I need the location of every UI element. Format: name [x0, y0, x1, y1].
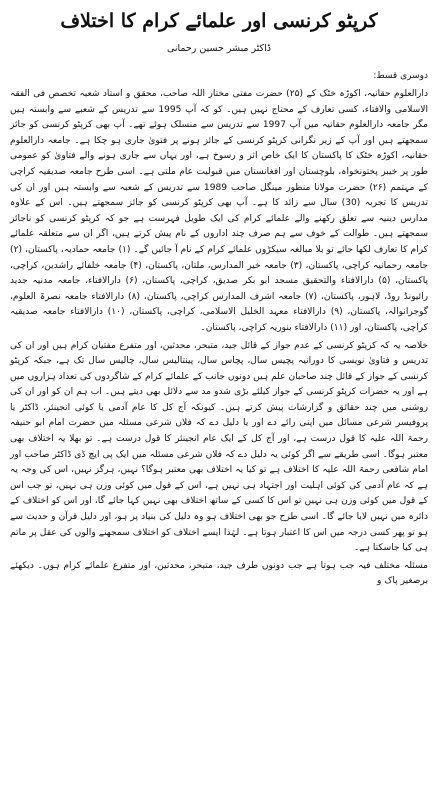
author-byline: ڈاکٹر مبشر حسین رحمانی: [166, 43, 272, 54]
article-title: کرپٹو کرنسی اور علمائے کرام کا اختلاف: [60, 10, 378, 32]
episode-label: دوسری قسط:: [373, 71, 428, 81]
body-paragraph-2: خلاصہ یہ کہ کرپٹو کرنسی کے عدم جواز کے قائل جید، متبحر، محدثین، اور متفرع مفتیان کرام ہیں اور ان کی تدریس و فتاویٰ نویسی کا دورانیہ پچیس سال، پچاس سال، پینتالیس سال، چالیس سال تک ہے، جبکہ کرپٹو کرنسی کے جواز کے قائل چند صاحبان علم ہیں دونوں جانب کے علمائے کرام کے شاگردوں کی تعداد ہزاروں میں ہے اور یہ حضرات کرپٹو کرنسی کے جواز کیلئے بڑی شدو مد سے دلائل بھی دیتے ہیں۔ اب ہم ان کو اور ان کی روشنی میں چند حقائق و گزارشات پیش کرتے ہیں۔ کیونکہ آج کل کا عام آدمی یا کوئی انجینئر، ڈاکٹر یا پروفیسر شرعی مسائل میں اپنی رائے دے اور یا دلیل دے کہ فلاں شرعی مسئلہ میں حضرت امام ابو حنیفہ رحمۃ اللہ علیہ کا قول درست ہے، اور آج کل کے ایک عام انجینئر کا قول درست ہے۔ تو بھلا یہ اختلاف بھی معتبر ہوگا۔ اسی طریقے سے اگر کوئی یہ دلیل دے کہ فلاں شرعی مسئلہ میں ایک پی ایچ ڈی ڈاکٹر صاحب اور امام شافعی رحمۃ اللہ علیہ کا اختلاف ہے تو کیا یہ اختلاف بھی معتبر ہوگا؟ نہیں، ہرگز نہیں، اس کی وجہ یہ ہے کہ عام آدمی کی کوئی اہلیت اور اجتہاد ہی نہیں ہے، اس کے قول میں کوئی وزن ہی نہیں، تو جب اس کے قول میں کوئی وزن ہی نہیں تو اس کا کسی کے ساتھ اختلاف بھی نہیں کہا جائے گا، اور اس کو اختلاف کے دائرہ میں نہیں لایا جائے گا۔ اسی طرح جو بھی اختلاف ہو وہ دلیل کی بنیاد پر ہو، اور دلیل قرآن و حدیث سے ہو تو پھر کسی درجہ میں اس کا اعتبار ہوتا ہے۔ لہٰذا ایسے اختلاف کو اختلاف سمجھنے والوں کی عقل پر ماتم ہی کیا جاسکتا ہے۔: [10, 340, 428, 554]
body-paragraph-3: مسئلہ مختلف فیہ جب ہوتا ہے جب دونوں طرف جید، متبحر، محدثین، اور متفرع علمائے کرام ہوں۔ دیکھئے برصغیر پاک و: [10, 560, 428, 587]
body-paragraph-1: دارالعلوم حقانیہ، اکوڑہ خٹک کے (۲۵) حضرت مفتی مختار اللہ صاحب، محقق و استاد شعبہ تخصص فی الفقہ الاسلامی والافتاء، کسی تعارف کے محتاج نہیں ہیں۔ کو کہ آپ 1995 سے تدریس کے شعبے سے وابستہ ہیں مگر جامعہ دارالعلوم حقانیہ میں آپ 1997 سے تدریس سے منسلک ہوئے تھے۔ آپ بھی کرپٹو کرنسی کو جائز سمجھتے ہیں اور آپ کے زیر نگرانی کرپٹو کرنسی کے جائز ہونے پر فتویٰ جاری ہو چکا ہے۔ جامعہ دارالعلوم حقانیہ، اکوڑہ خٹک کا پاکستان کا ایک خاص اثر و رسوخ ہے، اور یہاں سے جاری ہونے والے فتاویٰ کو عمومی طور پر خیبر پختونخواہ، بلوچستان اور افغانستان میں قبولیت عام ملتی ہے۔ اسی طرح جامعہ صدیقیہ کراچی کے مہتمم (۲۶) حضرت مولانا منظور مینگل صاحب 1989 سے تدریس کے شعبہ سے وابستہ ہیں اور ان کی تدریس کا تجربہ (30) سال سے زائد کا ہے۔ آپ بھی کرپٹو کرنسی کو جائز سمجھتے ہیں۔ اس کے علاوہ مدارس دینیہ سے تعلق رکھنے والے علمائے کرام کی ایک طویل فہرست ہے جو کہ کرپٹو کرنسی کو ناجائز سمجھتے ہیں۔ طوالت کے خوف سے ہم صرف چند اداروں کے نام پیش کرتے ہیں، اگر ان سے متعلقہ علمائے کرام کا تعارف لکھا جائے تو بلا مبالغہ سیکڑوں علمائے کرام کے نام آ جائیں گے۔ (۱) جامعہ حمادیہ، پاکستان، (۲) جامعہ رحمانیہ کراچی، پاکستان، (۳) جامعہ خیر المدارس، ملتان، پاکستان، (۴) جامعہ خلفائے راشدین، کراچی، پاکستان، (۵) دارالافتاء والتحقیق مسجد ابو بکر صدیق، کراچی، پاکستان، (۶) دارالافتاء، جامعہ مدنیہ جدید رائیونڈ روڈ، لاہور، پاکستان، (۷) جامعہ اشرف المدارس کراچی، پاکستان، (۸) دارالافتاء جامعہ نصرۃ العلوم، گوجرانوالہ، پاکستان، (۹) دارالافتاء معہد الخلیل الاسلامی، کراچی، پاکستان، (۱۰) دارالافتاء جامعہ صدیقیہ کراچی، پاکستان، اور (۱۱) دارالافتاء بنوریہ کراچی، پاکستان۔: [10, 89, 429, 333]
